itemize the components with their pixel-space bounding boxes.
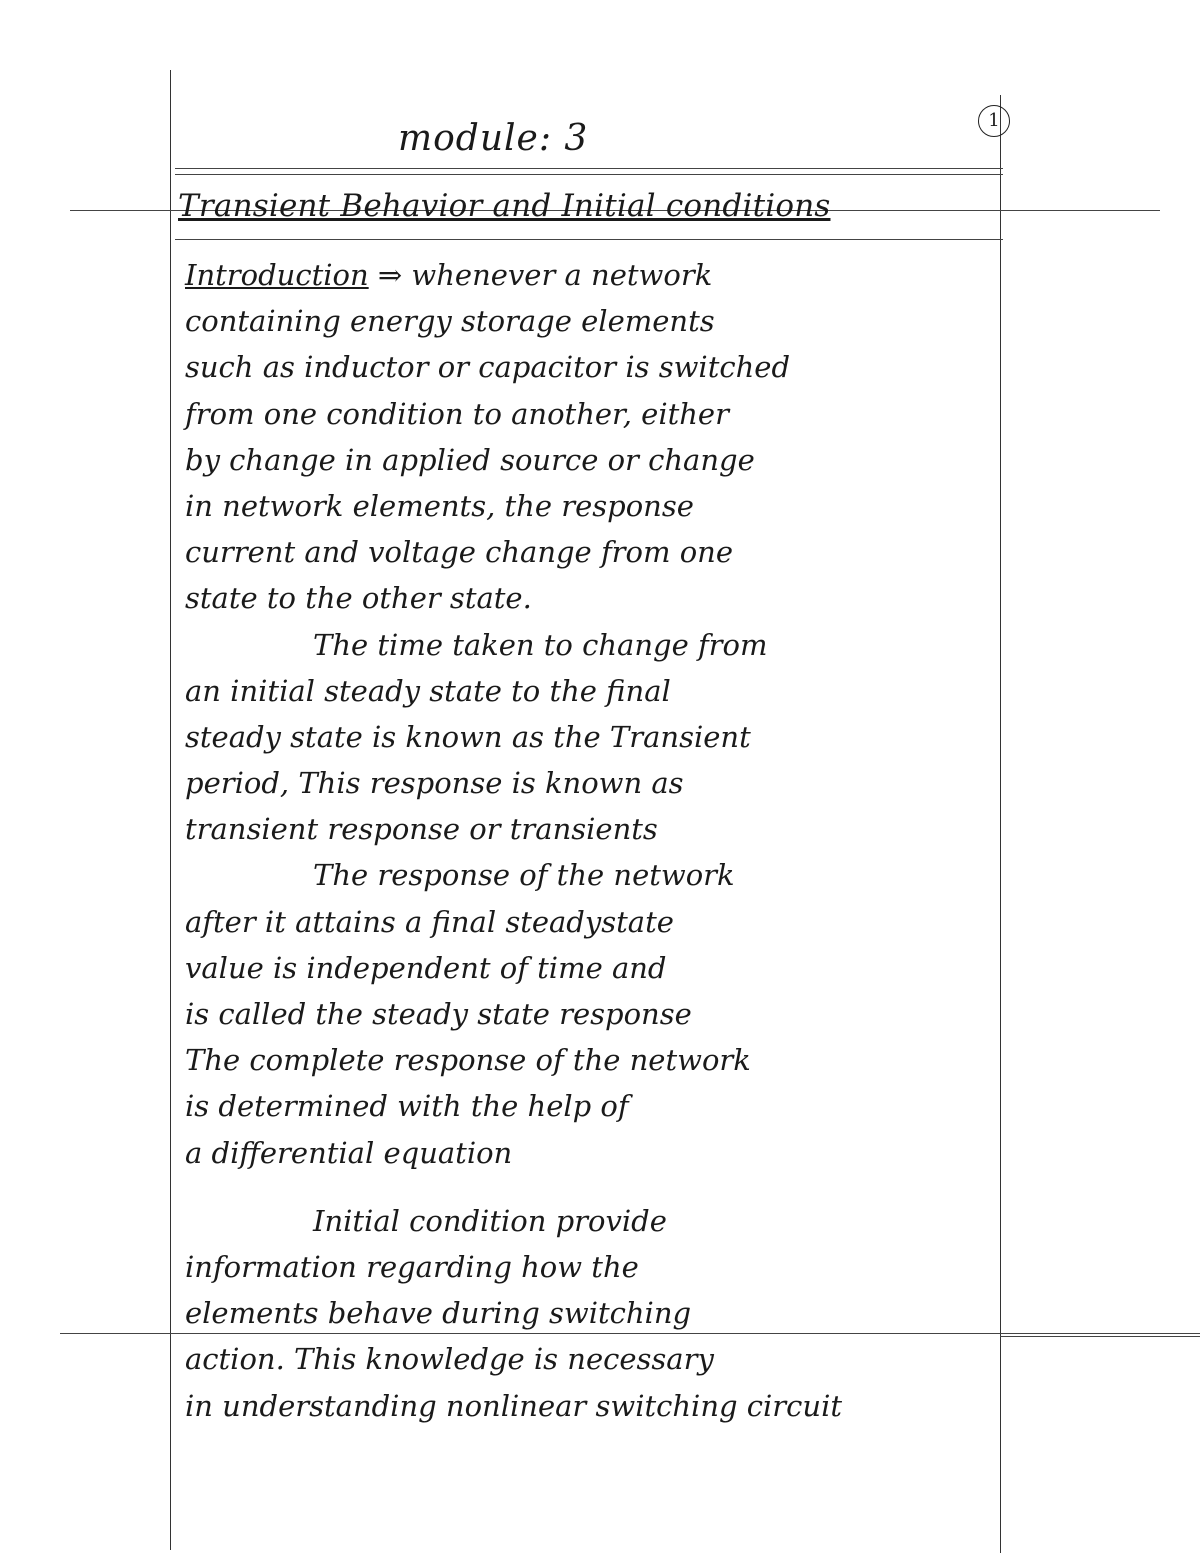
page-number: 1 [978,105,1010,137]
text-line: such as inductor or capacitor is switched [185,350,791,385]
text-line: transient response or transients [185,812,658,847]
text-line: Initial condition provide [313,1203,667,1238]
text-line: containing energy storage elements [185,304,715,339]
text-line: The response of the network [313,858,735,893]
intro-label: Introduction [185,258,369,292]
intro-line [185,252,995,298]
text-line: whenever a network [411,258,713,292]
heading-underline-rule [175,239,1003,240]
intro-arrow: ⇒ [377,258,403,292]
text-line: state to the other state. [185,581,532,616]
text-line: after it attains a final steadystate [185,904,674,939]
text-line: information regarding how the [185,1249,639,1284]
title-rule-top [175,168,1003,169]
text-line: a differential equation [185,1135,513,1170]
notes-body [185,252,995,1429]
text-line: steady state is known as the Transient [185,719,751,754]
section-heading: Transient Behavior and Initial conditions [178,188,831,224]
text-line: is called the steady state response [185,997,692,1031]
text-line: by change in applied source or change [185,442,755,477]
text-line: from one condition to another, either [185,396,729,431]
text-line: an initial steady state to the final [185,673,671,708]
text-line: is determined with the help of [185,1089,629,1124]
module-title: module: 3 [398,118,589,159]
right-margin-line [1000,95,1001,1553]
text-line: period, This response is known as [185,766,684,801]
text-line: action. This knowledge is necessary [185,1342,714,1377]
text-line: elements behave during switching [185,1296,692,1331]
left-margin-line [170,70,171,1550]
bottom-rule-right [1000,1336,1200,1337]
paragraph-gap [185,1176,995,1198]
title-rule-bottom [175,174,1003,175]
text-line: The complete response of the network [185,1043,751,1078]
text-line: value is independent of time and [185,950,667,985]
text-line: current and voltage change from one [185,535,734,570]
text-line: in network elements, the response [185,488,694,523]
text-line: The time taken to change from [313,627,768,662]
text-line: in understanding nonlinear switching circuit [185,1388,843,1423]
